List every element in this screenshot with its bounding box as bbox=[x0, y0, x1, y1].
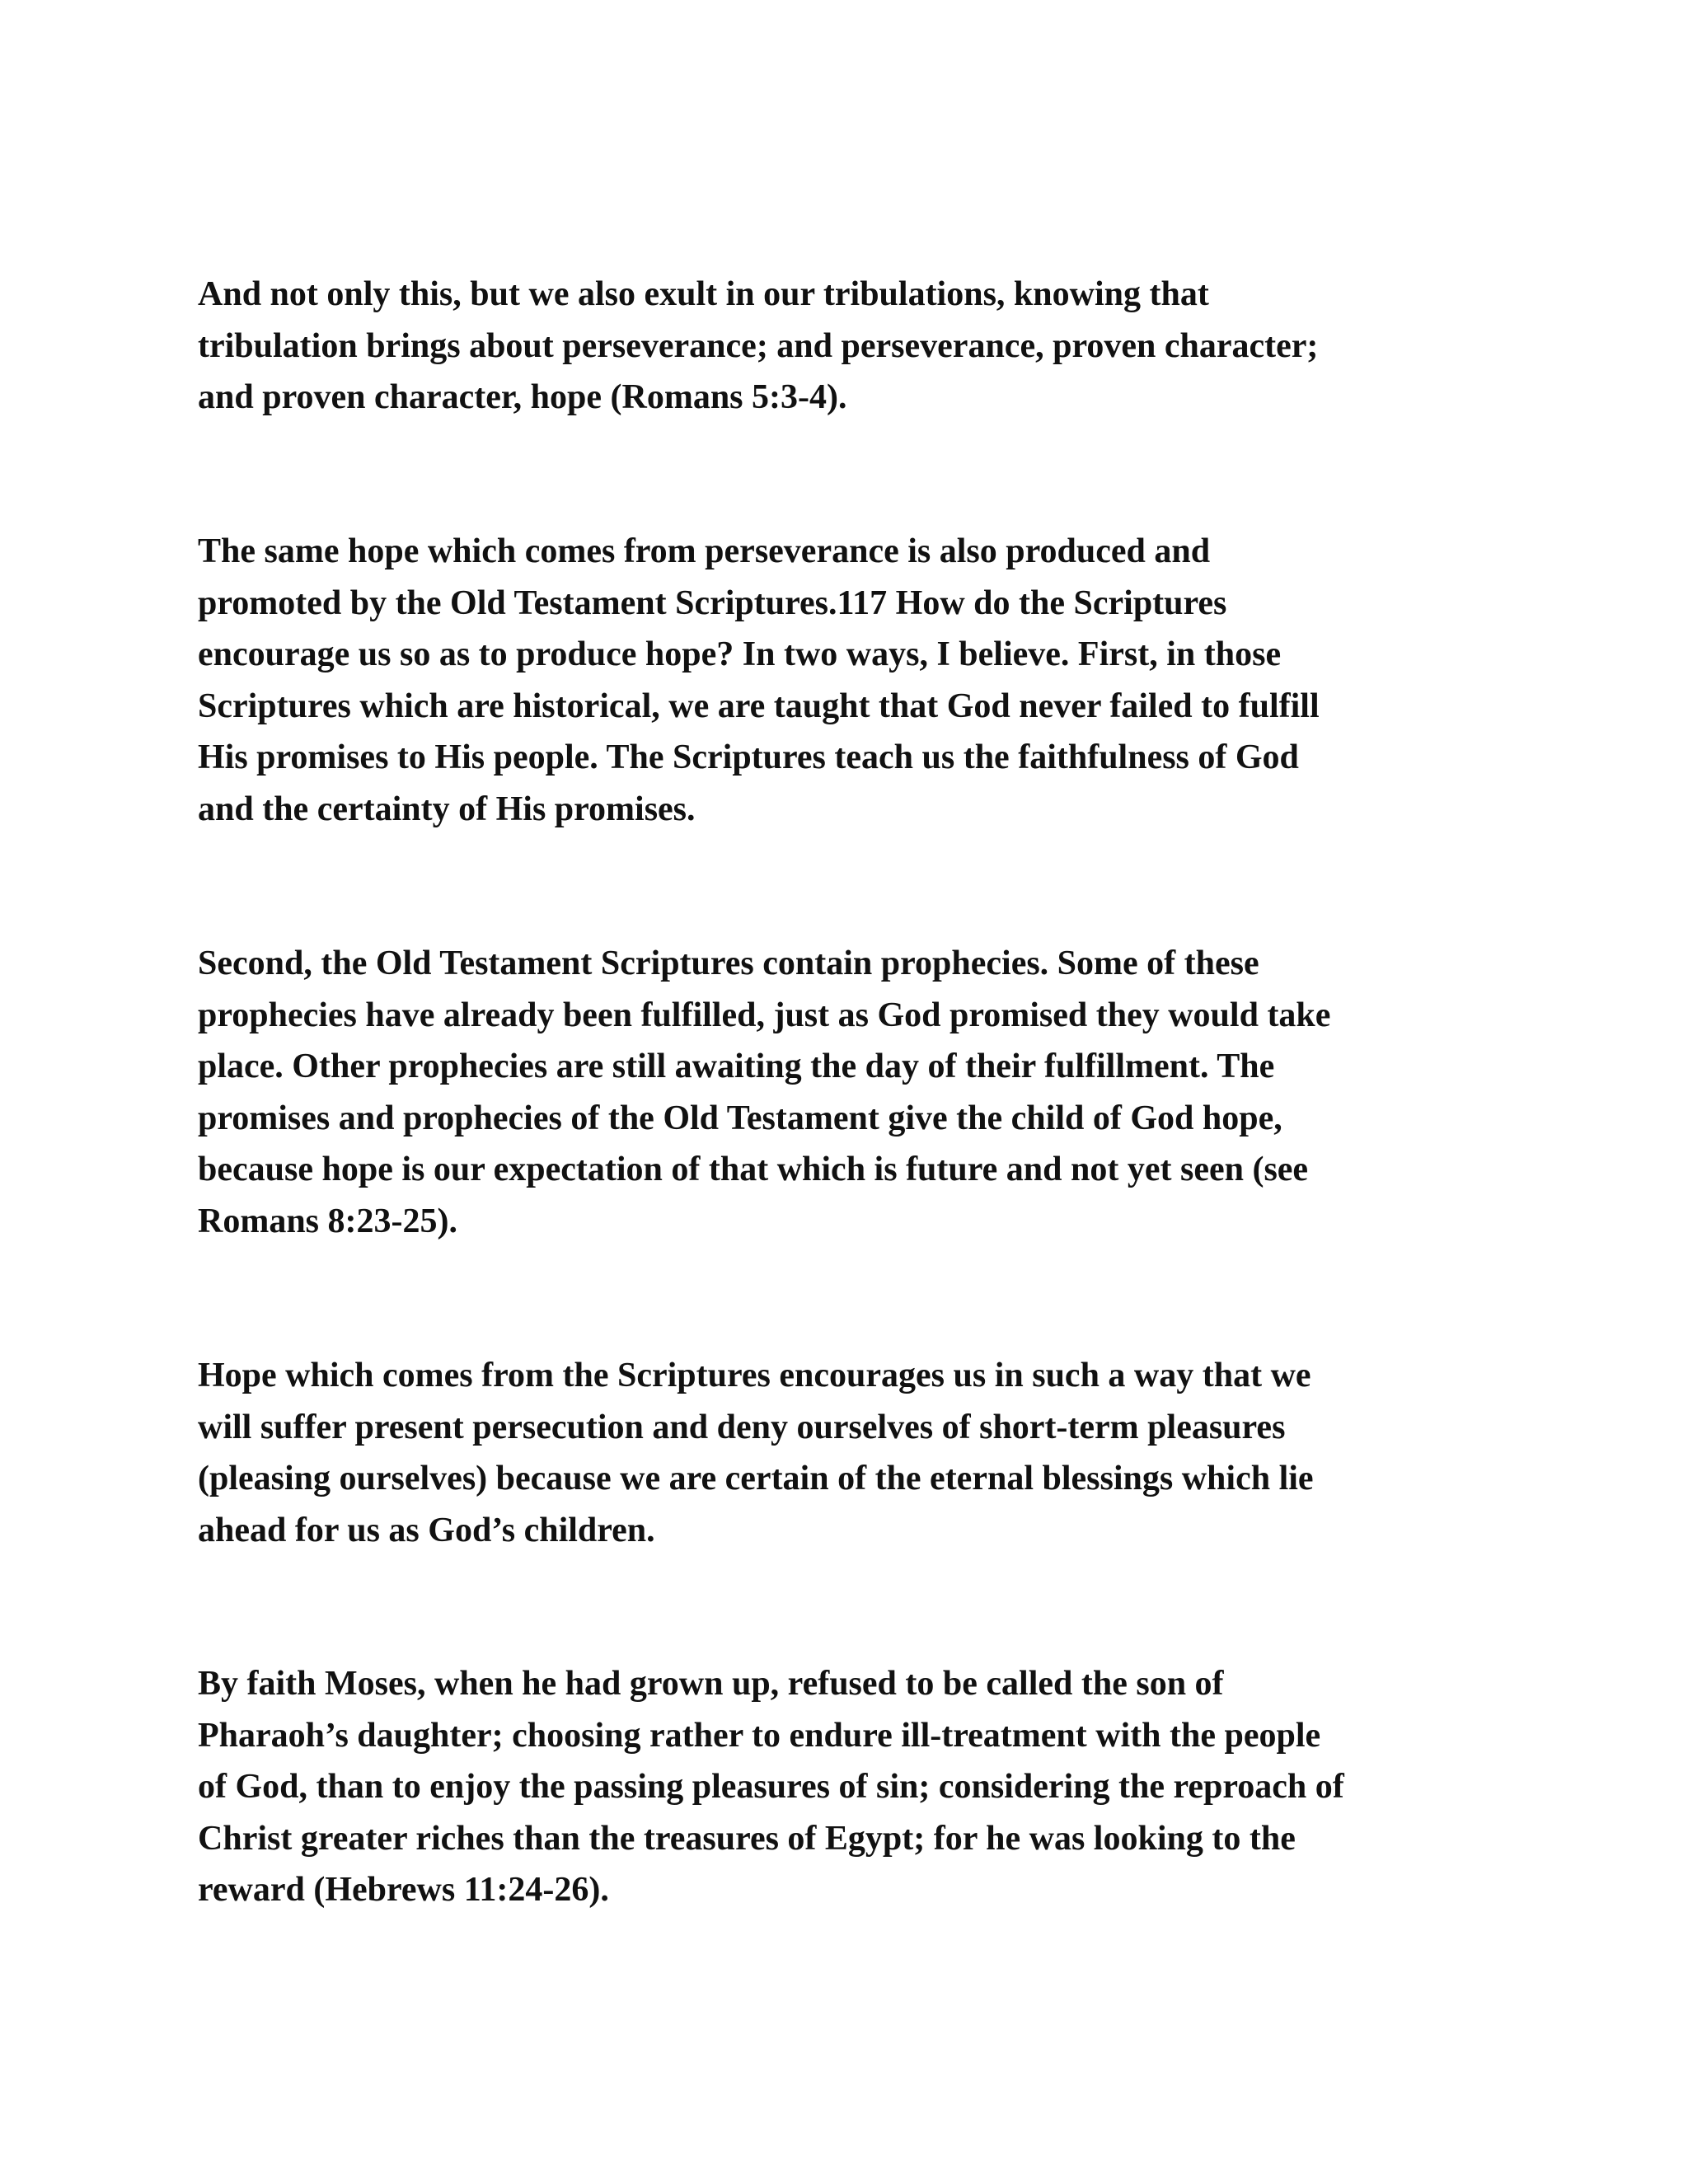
text-line: By faith Moses, when he had grown up, refused to be called the son of bbox=[198, 1665, 1224, 1703]
text-line: Hope which comes from the Scriptures encourages us in such a way that we bbox=[198, 1357, 1311, 1394]
text-line: Second, the Old Testament Scriptures contain prophecies. Some of these bbox=[198, 944, 1259, 982]
paragraph-encouragement bbox=[198, 1350, 1492, 1556]
paragraph-prophecies bbox=[198, 938, 1492, 1247]
text-line: The same hope which comes from perseverance is also produced and bbox=[198, 532, 1211, 570]
text-line: promises and prophecies of the Old Testament give the child of God hope, bbox=[198, 1099, 1282, 1137]
text-line: prophecies have already been fulfilled, just as God promised they would take bbox=[198, 996, 1331, 1034]
text-line: Romans 8:23-25). bbox=[198, 1202, 457, 1240]
text-line: place. Other prophecies are still awaiting the day of their fulfillment. The bbox=[198, 1047, 1275, 1085]
text-line: Scriptures which are historical, we are taught that God never failed to fulfill bbox=[198, 687, 1320, 725]
text-line: will suffer present persecution and deny ourselves of short-term pleasures bbox=[198, 1408, 1286, 1446]
paragraph-hebrews-11-quote bbox=[198, 1658, 1492, 1916]
text-line: encourage us so as to produce hope? In two ways, I believe. First, in those bbox=[198, 635, 1282, 673]
text-line: of God, than to enjoy the passing pleasures of sin; considering the reproach of bbox=[198, 1768, 1344, 1806]
paragraph-romans-5-quote bbox=[198, 269, 1492, 424]
text-line: Pharaoh’s daughter; choosing rather to endure ill-treatment with the people bbox=[198, 1716, 1321, 1755]
text-line: Christ greater riches than the treasures of Egypt; for he was looking to the bbox=[198, 1819, 1296, 1858]
text-line: (pleasing ourselves) because we are certain of the eternal blessings which lie bbox=[198, 1460, 1314, 1497]
text-line: His promises to His people. The Scriptures teach us the faithfulness of God bbox=[198, 738, 1299, 776]
text-line: And not only this, but we also exult in our tribulations, knowing that bbox=[198, 275, 1209, 313]
text-line: because hope is our expectation of that which is future and not yet seen (see bbox=[198, 1151, 1309, 1188]
text-line: reward (Hebrews 11:24-26). bbox=[198, 1871, 609, 1909]
text-line: and the certainty of His promises. bbox=[198, 790, 696, 828]
text-line: tribulation brings about perseverance; and perseverance, proven character; bbox=[198, 326, 1319, 365]
paragraph-hope-from-scriptures bbox=[198, 526, 1492, 835]
text-line: ahead for us as God’s children. bbox=[198, 1511, 655, 1549]
text-line: and proven character, hope (Romans 5:3-4). bbox=[198, 378, 847, 416]
text-line: promoted by the Old Testament Scriptures.117 How do the Scriptures bbox=[198, 583, 1227, 622]
